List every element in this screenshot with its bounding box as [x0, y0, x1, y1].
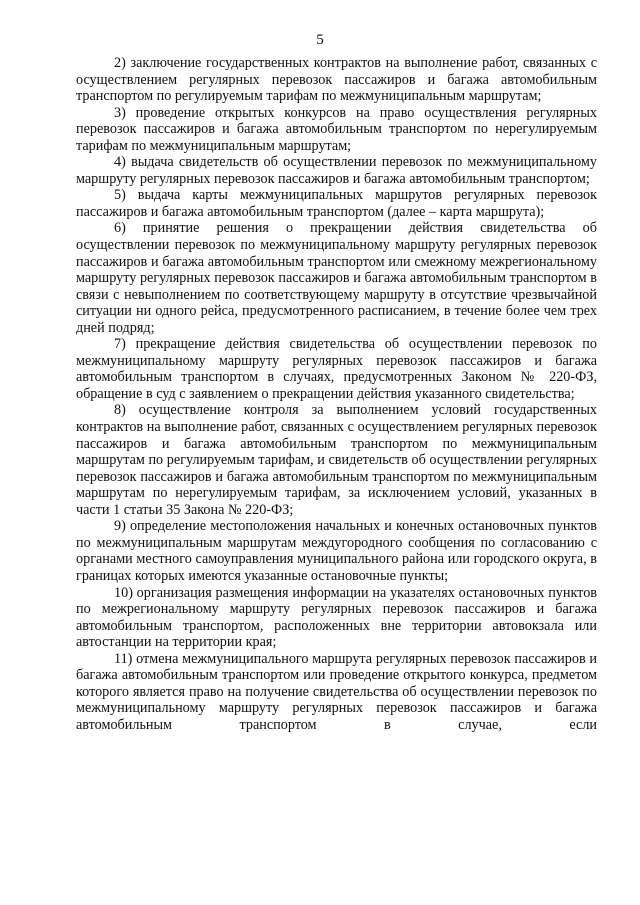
paragraph-item-3: 3) проведение открытых конкурсов на право осуществления регулярных перевозок пассажиров и багажа автомобильным транспортом по нерегулируемым тарифам по межмуниципальным маршрутам; [76, 104, 597, 154]
paragraph-item-4: 4) выдача свидетельств об осуществлении перевозок по межмуниципальному маршруту регулярных перевозок пассажиров и багажа автомобильным транспортом; [76, 154, 597, 187]
document-body [76, 55, 597, 733]
paragraph-item-7: 7) прекращение действия свидетельства об осуществлении перевозок по межмуниципальному маршруту регулярных перевозок пассажиров и багажа автомобильным транспортом в случаях, предусмотренных Законом № 220-ФЗ, обращение в суд с заявлением о прекращении действия указанного свидетельства; [76, 336, 597, 402]
paragraph-item-5: 5) выдача карты межмуниципальных маршрутов регулярных перевозок пассажиров и багажа автомобильным транспортом (далее – карта маршрута); [76, 187, 597, 220]
paragraph-item-2: 2) заключение государственных контрактов на выполнение работ, связанных с осуществлением регулярных перевозок пассажиров и багажа автомобильным транспортом по регулируемым тарифам по межмуниципальным маршрутам; [76, 55, 597, 105]
paragraph-item-10: 10) организация размещения информации на указателях остановочных пунктов по межрегиональному маршруту регулярных перевозок пассажиров и багажа автомобильным транспортом, расположенных вне территории автовокзала или автостанции на территории края; [76, 584, 597, 651]
page-number: 5 [316, 32, 324, 48]
paragraph-item-9: 9) определение местоположения начальных и конечных остановочных пунктов по межмуниципальным маршрутам междугородного сообщения по согласованию с органами местного самоуправления муниципального района или городского округа, в границах которых имеются указанные остановочные пункты; [76, 518, 597, 584]
paragraph-item-6: 6) принятие решения о прекращении действия свидетельства об осуществлении перевозок по межмуниципальному маршруту регулярных перевозок пассажиров и багажа автомобильным транспортом или смежному межрегиональному маршруту регулярных перевозок пассажиров и багажа автомобильным транспортом в связи с невыполнением по соответствующему маршруту в отсутствие чрезвычайной ситуации ни одного рейса, предусмотренного расписанием, в течение более чем трех дней подряд; [76, 220, 597, 336]
paragraph-item-11: 11) отмена межмуниципального маршрута регулярных перевозок пассажиров и багажа автомобильным транспортом или проведение открытого конкурса, предметом которого является право на получение свидетельства об осуществлении перевозок по межмуниципальному маршруту регулярных перевозок пассажиров и багажа автомобильным транспортом в случае, если [76, 650, 597, 733]
paragraph-item-8: 8) осуществление контроля за выполнением условий государственных контрактов на выполнение работ, связанных с осуществлением регулярных перевозок пассажиров и багажа автомобильным транспортом по межмуниципальным маршрутам по регулируемым тарифам, и свидетельств об осуществлении регулярных перевозок пассажиров и багажа автомобильным транспортом по межмуниципальным маршрутам по нерегулируемым тарифам, за исключением условий, указанных в части 1 статьи 35 Закона № 220-ФЗ; [76, 402, 597, 518]
